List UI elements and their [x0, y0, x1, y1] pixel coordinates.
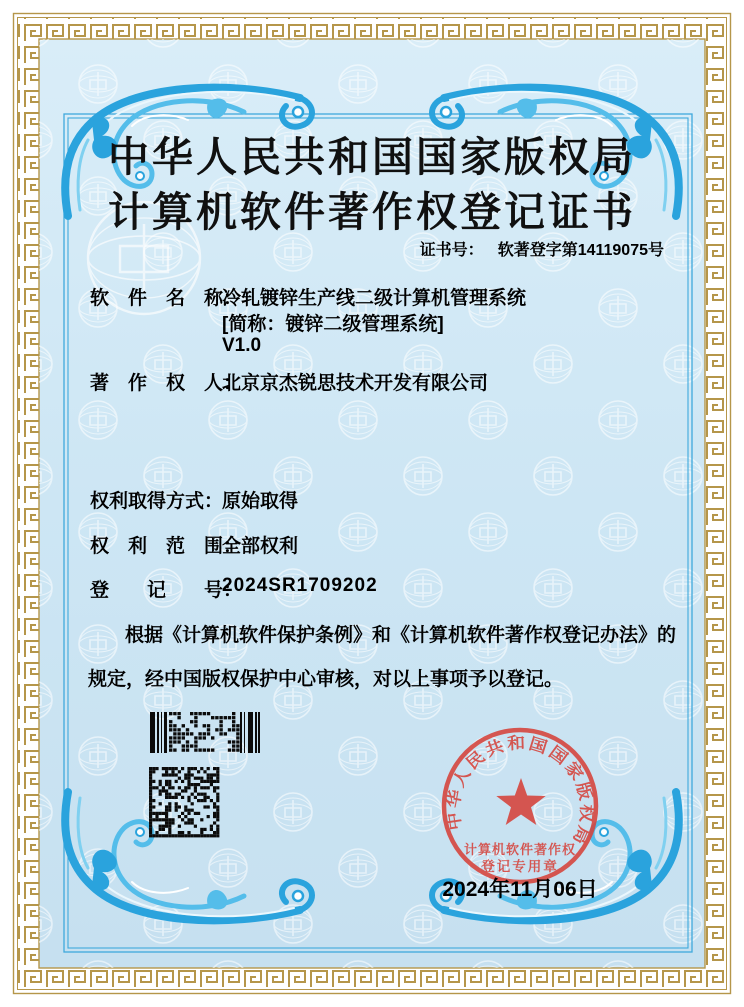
copyright-owner-label: 著 作 权 人：: [90, 373, 243, 394]
seal-arc-text: 中华人民共和国国家版权局: [444, 734, 596, 848]
statement-line1: 根据《计算机软件保护条例》和《计算机软件著作权登记办法》的: [125, 625, 677, 646]
certificate-number-value: 软著登字第14119075号: [497, 242, 664, 259]
statement-line2: 规定，经中国版权保护中心审核，对以上事项予以登记。: [88, 669, 564, 690]
software-name-line1: 冷轧镀锌生产线二级计算机管理系统: [222, 288, 527, 309]
issue-date: 2024年11月06日: [442, 878, 598, 901]
red-star-icon: [496, 778, 545, 825]
acquisition-method-value: 原始取得: [222, 491, 299, 512]
qr-code-icon: [149, 767, 220, 838]
official-seal: [436, 722, 604, 890]
authority-title: 中华人民共和国国家版权局: [108, 134, 636, 180]
barcode-icon: [150, 712, 260, 753]
rights-scope-value: 全部权利: [222, 536, 299, 557]
registration-number-label: 登 记 号：: [90, 580, 243, 601]
certificate-number-label: 证书号：: [419, 242, 484, 259]
software-name-label: 软 件 名 称：: [90, 288, 243, 309]
certificate-number-row: [0, 237, 664, 260]
acquisition-method-label: 权利取得方式：: [90, 491, 224, 512]
certificate-title: 计算机软件著作权登记证书: [108, 189, 636, 235]
seal-inner-line2: 登记专用章: [481, 859, 559, 874]
registration-number-value: 2024SR1709202: [222, 575, 378, 596]
copyright-owner-value: 北京京杰锐思技术开发有限公司: [222, 373, 489, 394]
software-name-line3: V1.0: [222, 335, 262, 356]
software-name-line2: [简称：镀锌二级管理系统]: [222, 314, 444, 335]
rights-scope-label: 权 利 范 围：: [90, 536, 243, 557]
seal-inner-line1: 计算机软件著作权: [463, 842, 577, 857]
